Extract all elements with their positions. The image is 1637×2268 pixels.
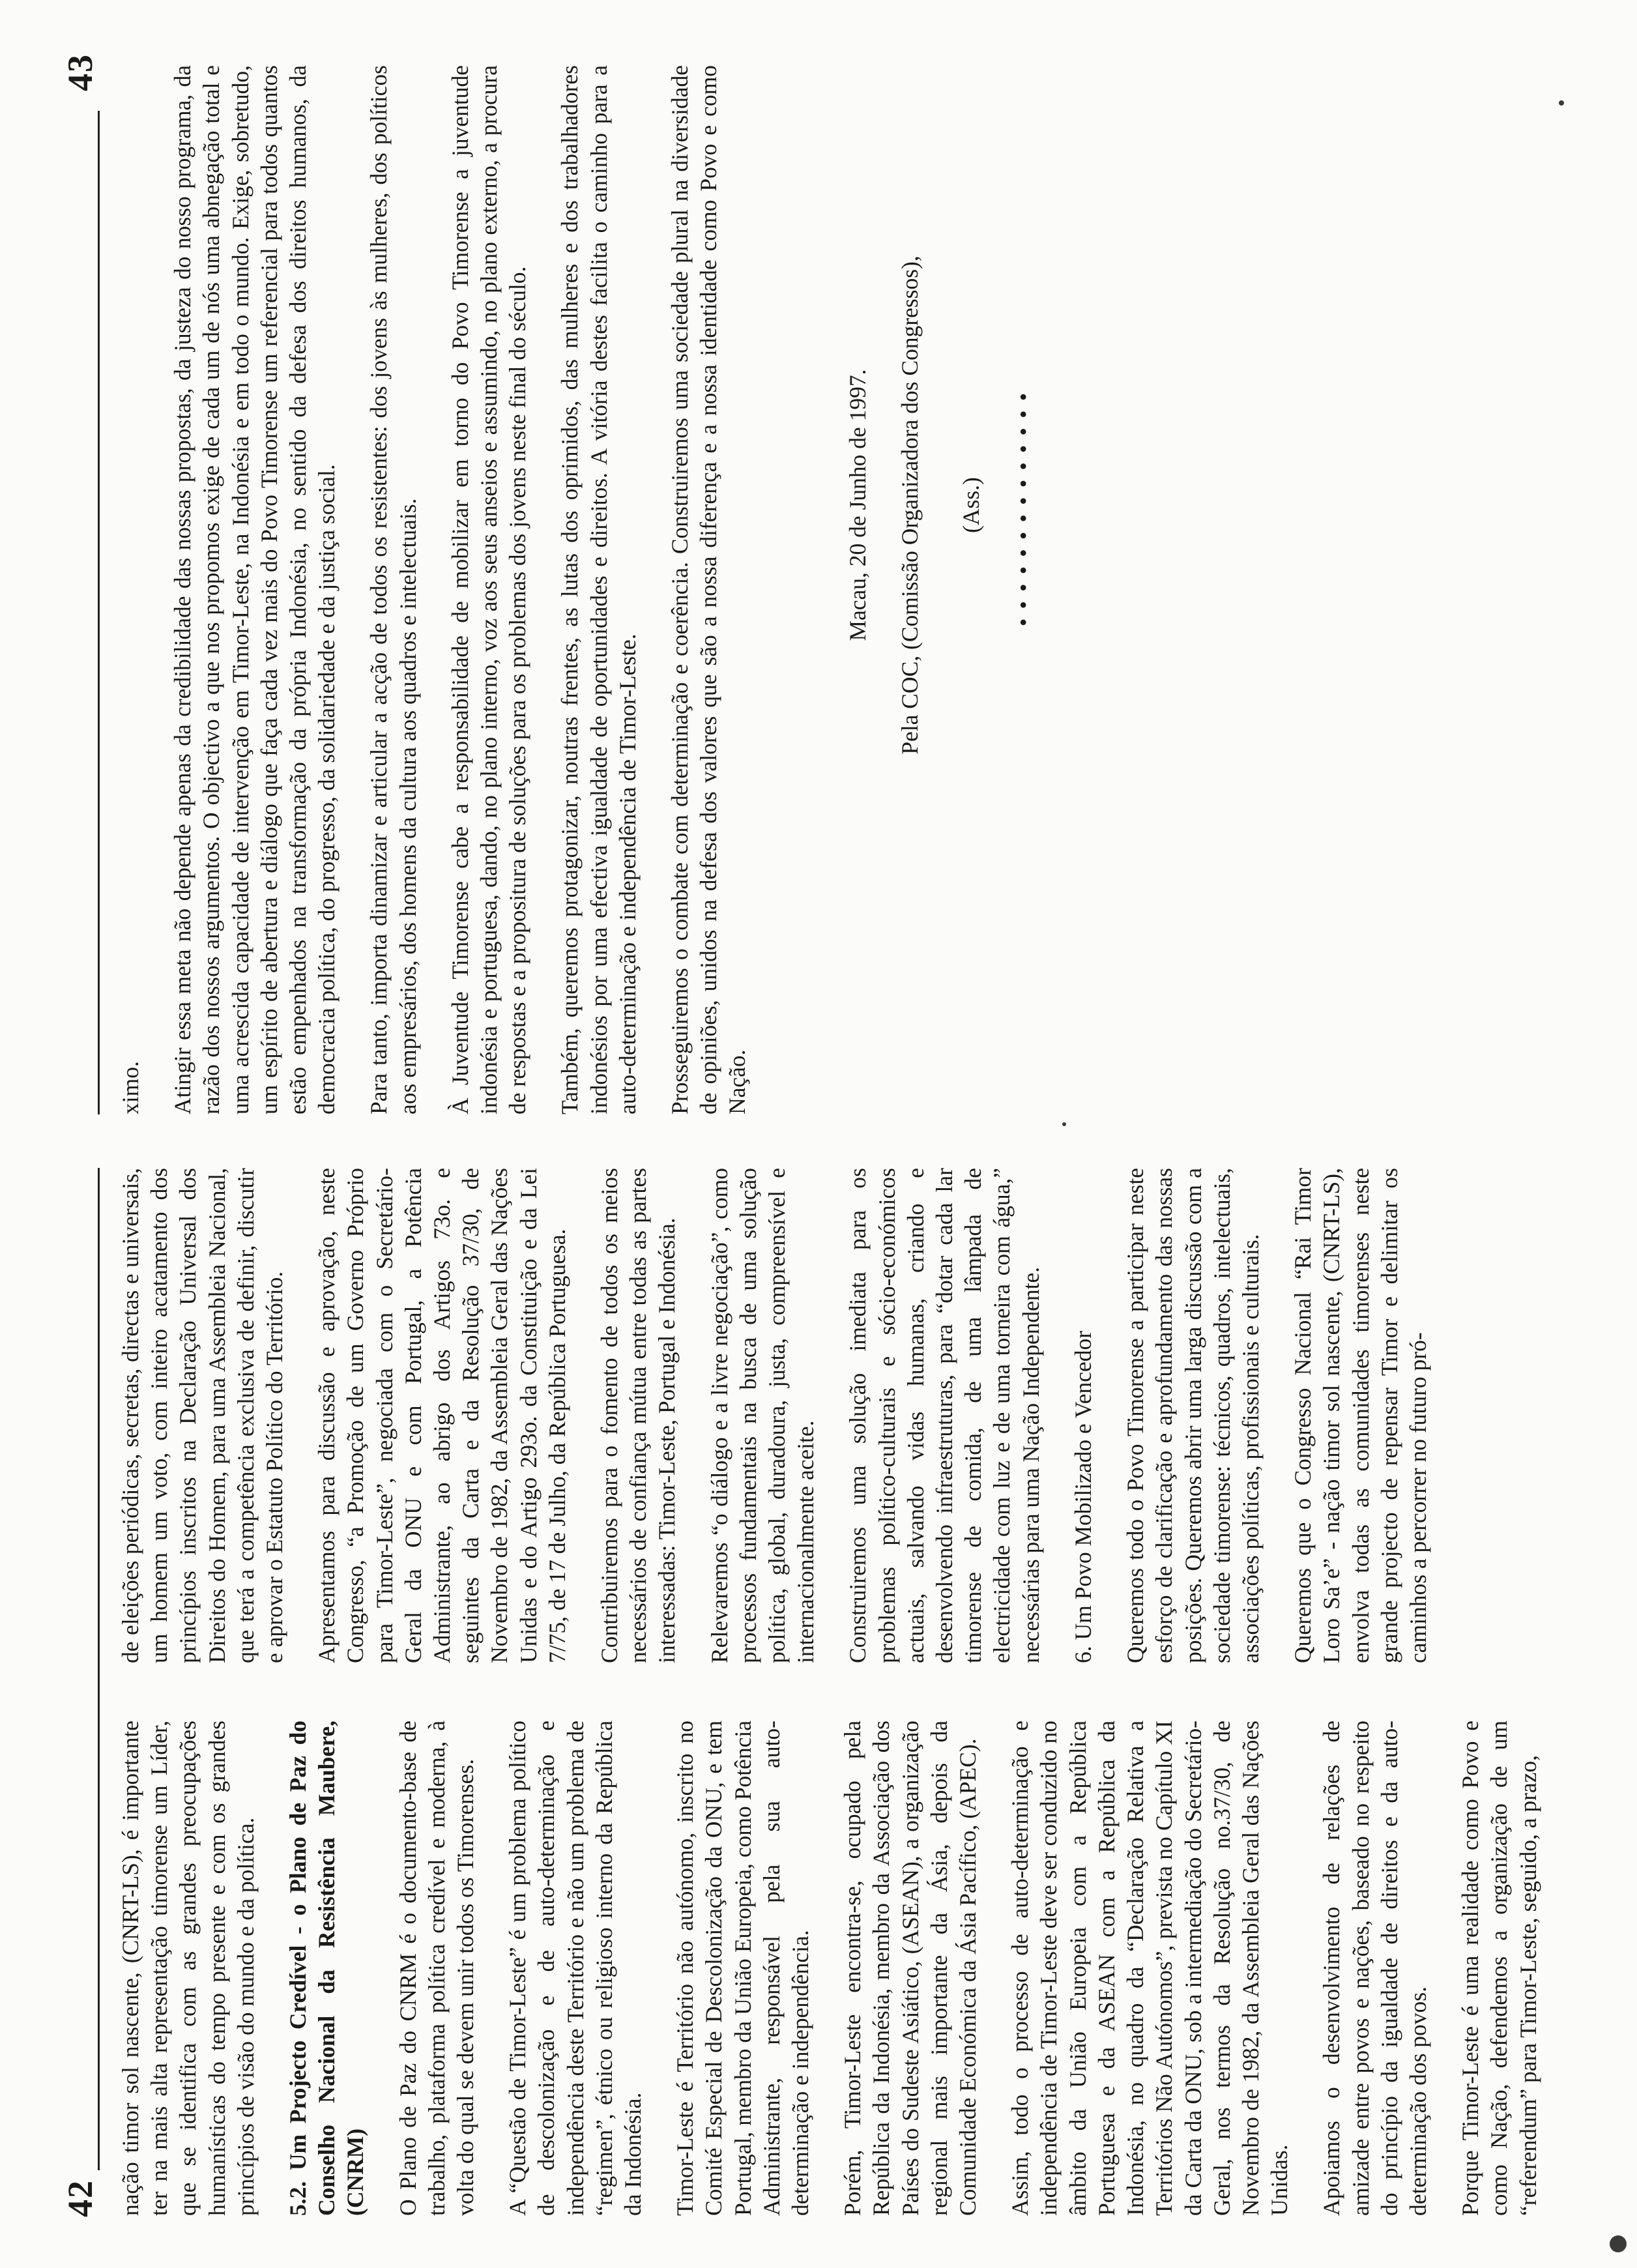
signature-organization: Pela COC, (Comissão Organizadora dos Congressos),: [896, 255, 923, 755]
paragraph: Prosseguiremos o combate com determinação e coerência. Construiremos uma sociedade plural na diversidade de opiniões, unidos na defesa dos valores que são a nossa diferença e a nossa identidade como Povo e como Nação.: [667, 65, 751, 1114]
header-rule-right: [98, 111, 100, 1114]
signature-block: [843, 65, 1038, 1114]
section-heading: 5.2. Um Projecto Credível - o Plano de Paz do Conselho Nacional da Resistência Maubere, (CNRM): [285, 1721, 369, 2216]
section-heading: 6. Um Povo Mobilizado e Vencedor: [1069, 1330, 1096, 1663]
paragraph: Contribuiremos para o fomento de todos os meios necessários de confiança mútua entre todas as partes interessadas: Timor-Leste, Portugal e Indonésia.: [596, 1168, 680, 1663]
scan-speck: [1062, 1122, 1066, 1126]
paragraph: nação timor sol nascente, (CNRT-LS), é importante ter na mais alta representação timorense um Líder, que se identifica com as grandes preocupações humanísticas do tempo presente e com os grandes princípios de visão do mundo e da política.: [117, 1721, 259, 2216]
paragraph: Queremos todo o Povo Timorense a participar neste esforço de clarificação e aprofundamento das nossas posições. Queremos abrir uma larga discussão com a sociedade timorense: técnicos, quadros, intelectuais, associações políticas, profissionais e culturais.: [1122, 1168, 1264, 1663]
paragraph: A “Questão de Timor-Leste” é um problema político de descolonização e de auto-determinação e independência deste Território e não um problema de “regimen”, étnico ou religioso interno da República da Indonésia.: [504, 1721, 646, 2216]
paragraph: Relevaremos “o diálogo e a livre negociação”, como processos fundamentais na busca de uma solução política, global, duradoura, justa, compreensível e internacionalmente aceite.: [706, 1168, 819, 1663]
paragraph: Atingir essa meta não depende apenas da credibilidade das nossas propostas, da justeza do nosso programa, da razão dos nossos argumentos. O objectivo a que nos propomos exige de cada um de nós uma abnegação total e uma acrescida capacidade de intervenção em Timor-Leste, na Indonésia e em todo o mundo. Exige, sobretudo, um espírito de abertura e diálogo que faça cada vez mais do Povo Timorense um referencial para todos quantos estão empenhados na transformação da própria Indonésia, no sentido da defesa dos direitos humanos, da democracia política, do progresso, da solidariedade e da justiça social.: [169, 65, 340, 1114]
paragraph: Apresentamos para discussão e aprovação, neste Congresso, “a Promoção de um Governo Próprio para Timor-Leste”, negociada com o Secretário-Geral da ONU e com Portugal, a Potência Administrante, ao abrigo dos Artigos 73o. e seguintes da Carta e da Resolução 37/30, de Novembro de 1982, da Assembleia Geral das Nações Unidas e do Artigo 293o. da Constituição e da Lei 7/75, de 17 de Julho, da República Portuguesa.: [313, 1168, 570, 1663]
left-page-column-2: [116, 1168, 1456, 1663]
signature-ass: (Ass.): [958, 477, 985, 533]
paragraph: Para tanto, importa dinamizar e articular a acção de todos os resistentes: dos jovens às mulheres, dos políticos aos empresários, dos homens da cultura aos quadros e intelectuais.: [366, 65, 421, 1114]
header-rule-left: [98, 1168, 100, 2170]
paragraph: Construiremos uma solução imediata para os problemas político-culturais e sócio-económicos actuais, salvando vidas humanas, criando e desenvolvendo infraestruturas, para “dotar cada lar timorense de comida, de uma lâmpada de electricidade com luz e de uma torneira com água,” necessárias para uma Nação Independente.: [845, 1168, 1044, 1663]
page-number-right: 43: [61, 53, 100, 91]
paragraph-continuation: ximo.: [117, 1061, 143, 1114]
paragraph: Também, queremos protagonizar, noutras frentes, as lutas dos oprimidos, das mulheres e dos trabalhadores indonésios por uma efectiva igualdade de oportunidades e direitos. A vitória destes facilita o caminho para a auto-determinação e independência de Timor-Leste.: [557, 65, 641, 1114]
paragraph: Timor-Leste é Território não autónomo, inscrito no Comité Especial de Descolonização da ONU, e tem Portugal, membro da União Europeia, como Potência Administrante, responsável pela sua auto-determinação e independência.: [672, 1721, 814, 2216]
scan-speck: [1610, 2235, 1627, 2252]
right-page-body: [116, 65, 1061, 1114]
right-page-paragraphs: [116, 65, 752, 1114]
scan-speck: [1559, 100, 1564, 106]
page-number-left: 42: [61, 2179, 100, 2217]
paragraph: Queremos que o Congresso Nacional “Rai Timor Loro Sa’e” - nação timor sol nascente, (CNRT-LS), envolva todas as comunidades timorenses neste grande projecto de repensar Timor e delimitar os caminhos a percorrer no futuro pró-: [1290, 1168, 1431, 1663]
paragraph: Apoiamos o desenvolvimento de relações de amizade entre povos e nações, baseado no respeito do princípio da igualdade de direitos e da auto-determinação dos povos.: [1318, 1721, 1431, 2216]
signature-place-date: Macau, 20 de Junho de 1997.: [844, 369, 871, 641]
paragraph: Porém, Timor-Leste encontra-se, ocupado pela República da Indonésia, membro da Associação dos Países do Sudeste Asiático, (ASEAN), a organização regional mais importante da Ásia, depois da Comunidade Económica da Ásia Pacífico, (APEC).: [839, 1721, 981, 2216]
paragraph: O Plano de Paz do CNRM é o documento-base de trabalho, plataforma política credível e moderna, à volta do qual se devem unir todos os Timorenses.: [394, 1721, 479, 2216]
signature-dots: ••••••••••••••: [1010, 383, 1037, 627]
left-page-column-1: [116, 1721, 1566, 2216]
paragraph: Porque Timor-Leste é uma realidade como Povo e como Nação, defendemos a organização de um “referendum” para Timor-Leste, seguido, a prazo,: [1457, 1721, 1541, 2216]
paragraph: de eleições periódicas, secretas, directas e universais, um homem um voto, com inteiro acatamento dos princípios inscritos na Declaração Universal dos Direitos do Homem, para uma Assembleia Nacional, que terá a competência exclusiva de definir, discutir e aprovar o Estatuto Político do Território.: [117, 1168, 288, 1663]
paragraph: Assim, todo o processo de auto-determinação e independência de Timor-Leste deve ser conduzido no âmbito da União Europeia com a República Portuguesa e da ASEAN com a República da Indonésia, no quadro da “Declaração Relativa a Territórios Não Autónomos”, prevista no Capítulo XI da Carta da ONU, sob a intermediação do Secretário-Geral, nos termos da Resolução no.37/30, de Novembro de 1982, da Assembleia Geral das Nações Unidas.: [1007, 1721, 1293, 2216]
paragraph: À Juventude Timorense cabe a responsabilidade de mobilizar em torno do Povo Timorense a juventude indonésia e portuguesa, dando, no plano interno, voz aos seus anseios e assumindo, no plano externo, a procura de respostas e a propositura de soluções para os problemas dos jovens neste final do século.: [446, 65, 531, 1114]
